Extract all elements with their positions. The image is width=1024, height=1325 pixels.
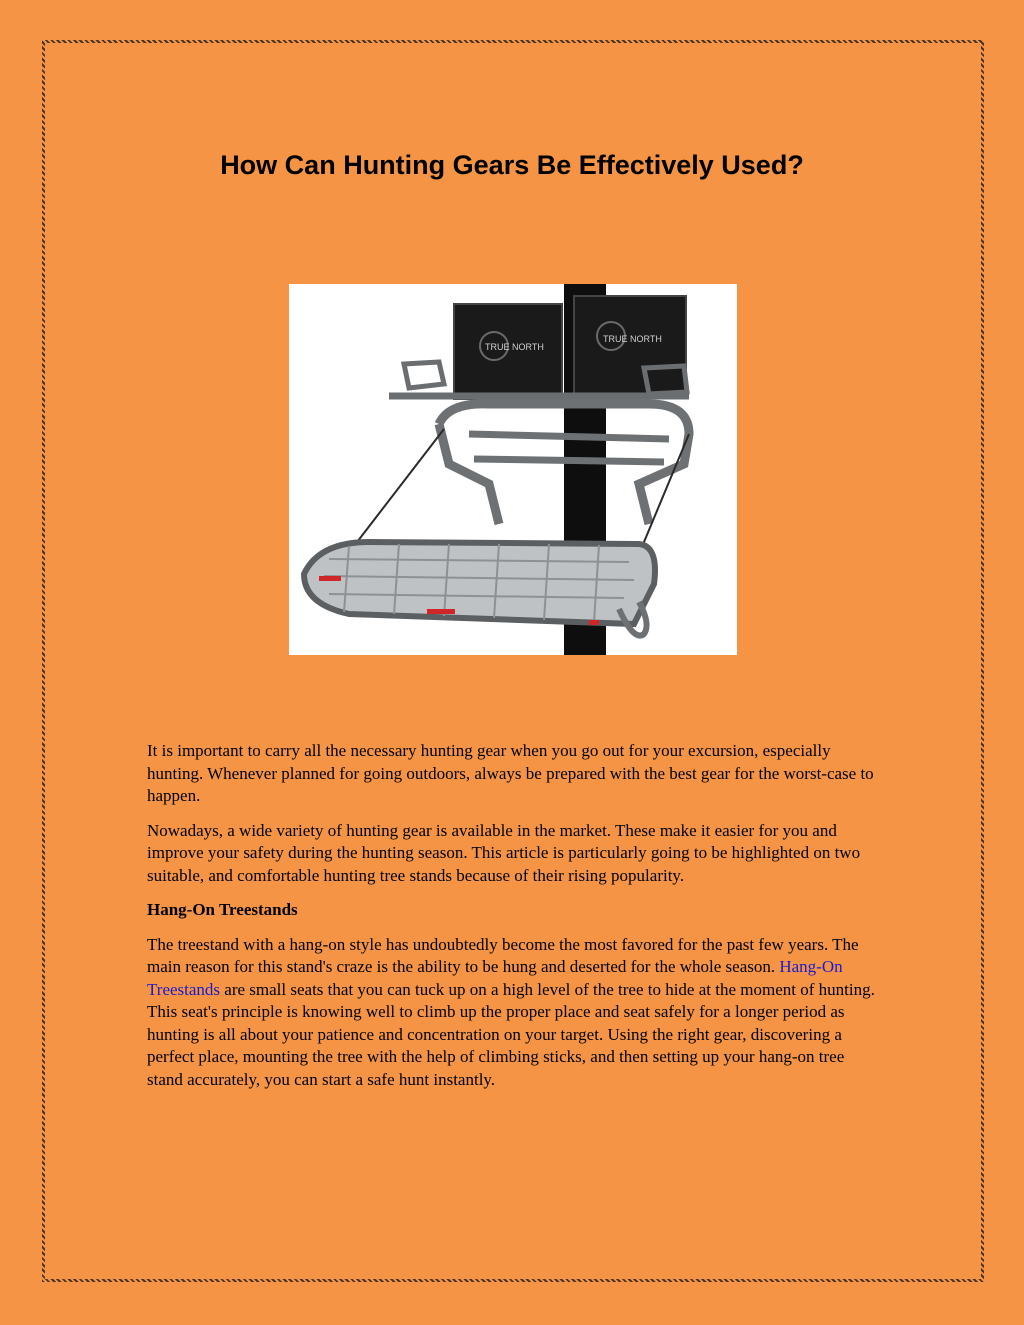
article-body — [147, 740, 882, 1103]
paragraph-intro: It is important to carry all the necessary hunting gear when you go out for your excursion, especially hunting. Whenever planned for going outdoors, always be prepared with the best gear for the worst-case to happen. — [147, 741, 874, 805]
paragraph-hang-on-text-1: The treestand with a hang-on style has undoubtedly become the most favored for the past few years. The main reason for this stand's craze is the ability to be hung and deserted for the whole season. — [147, 934, 859, 976]
section-heading: Hang-On Treestands — [147, 900, 298, 919]
treestand-photo — [289, 284, 737, 655]
paragraph-hang-on — [147, 934, 882, 1092]
seat-back-right — [574, 296, 686, 396]
paragraph-hang-on-text-2: are small seats that you can tuck up on a high level of the tree to hide at the moment of hunting. This seat's principle is knowing well to climb up the proper place and seat safely for a longer period as hunting is all about your patience and concentration on your target. Using the right gear, discovering a perfect place, mounting the tree with the help of climbing sticks, and then setting up your hang-on tree stand accurately, you can start a safe hunt instantly. — [147, 979, 875, 1089]
seat-logo-right: TRUE NORTH — [603, 334, 662, 344]
seat-logo-left: TRUE NORTH — [485, 342, 544, 352]
paragraph-variety: Nowadays, a wide variety of hunting gear is available in the market. These make it easier for you and improve your safety during the hunting season. This article is particularly going to be highlighted on two suitable, and comfortable hunting tree stands because of their rising popularity. — [147, 820, 861, 885]
page-title: How Can Hunting Gears Be Effectively Used? — [220, 150, 804, 180]
hang-on-treestands-link[interactable]: Hang-On Treestands — [147, 957, 843, 999]
